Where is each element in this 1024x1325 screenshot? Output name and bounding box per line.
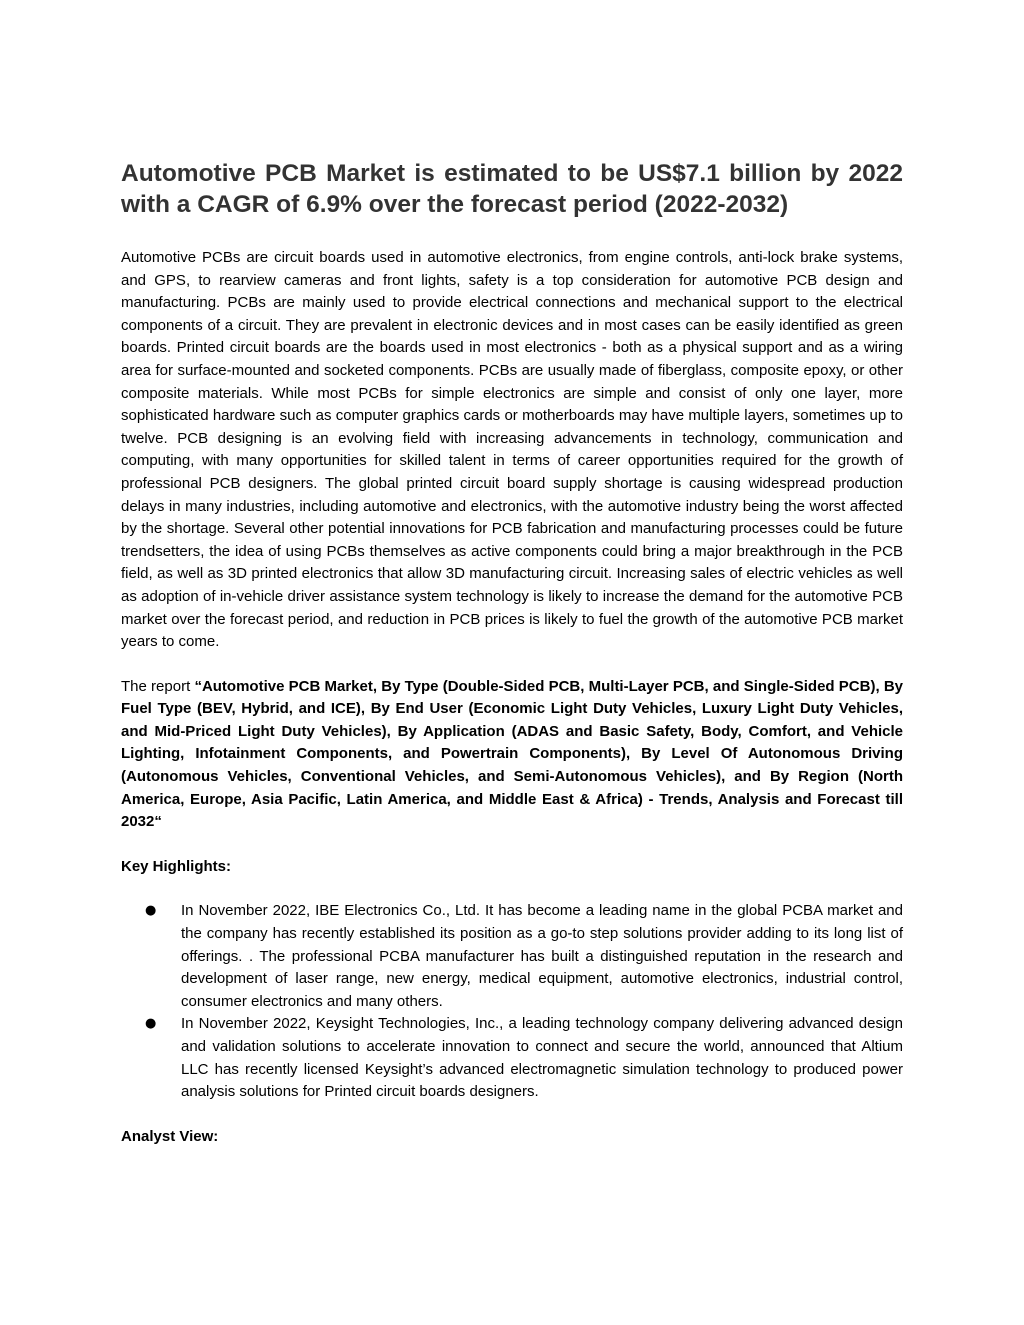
document-page xyxy=(121,158,903,1170)
key-highlights-heading: Key Highlights: xyxy=(121,857,232,875)
bullet-icon: ● xyxy=(145,1016,157,1032)
list-item xyxy=(121,1013,903,1103)
bullet-icon: ● xyxy=(145,903,157,919)
analyst-view-heading: Analyst View: xyxy=(121,1127,219,1145)
key-highlights-list xyxy=(121,900,903,1103)
report-paragraph xyxy=(121,676,903,834)
report-prefix: The report xyxy=(121,677,195,695)
list-item xyxy=(121,900,903,1013)
list-item-text: In November 2022, Keysight Technologies, Inc., a leading technology company delivering advanced design and validation solutions to accelerate innovation to connect and secure the world, announced that Altium LLC has recently licensed Keysight’s advanced electromagnetic simulation technology to produced power analysis solutions for Printed circuit boards designers. xyxy=(181,1015,903,1101)
list-item-text: In November 2022, IBE Electronics Co., Ltd. It has become a leading name in the global PCBA market and the company has recently established its position as a go-to step solutions provider adding to its long list of offerings. . The professional PCBA manufacturer has built a distinguished reputation in the research and development of laser range, new energy, medical equipment, automotive electronics, industrial control, consumer electronics and many others. xyxy=(181,902,903,1010)
report-title: “Automotive PCB Market, By Type (Double-Sided PCB, Multi-Layer PCB, and Single-Sided PCB), By Fuel Type (BEV, Hybrid, and ICE), By End User (Economic Light Duty Vehicles, Luxury Light Duty Vehicles, and Mid-Priced Light Duty Vehicles), By Application (ADAS and Basic Safety, Body, Comfort, and Vehicle Lighting, Infotainment Components, and Powertrain Components), By Level Of Autonomous Driving (Autonomous Vehicles, Conventional Vehicles, and Semi-Autonomous Vehicles), and By Region (North America, Europe, Asia Pacific, Latin America, and Middle East & Africa) - Trends, Analysis and Forecast till 2032“ xyxy=(121,677,903,831)
page-title: Automotive PCB Market is estimated to be US$7.1 billion by 2022 with a CAGR of 6.9% over the forecast period (2022-2032) xyxy=(121,160,903,218)
intro-paragraph: Automotive PCBs are circuit boards used in automotive electronics, from engine controls, anti-lock brake systems, and GPS, to rearview cameras and front lights, safety is a top consideration for automotive PCB design and manufacturing. PCBs are mainly used to provide electrical connections and mechanical support to the electrical components of a circuit. They are prevalent in electronic devices and in most cases can be easily identified as green boards. Printed circuit boards are the boards used in most electronics - both as a physical support and as a wiring area for surface-mounted and socketed components. PCBs are usually made of fiberglass, composite epoxy, or other composite materials. While most PCBs for simple electronics are simple and consist of only one layer, more sophisticated hardware such as computer graphics cards or motherboards may have multiple layers, sometimes up to twelve. PCB designing is an evolving field with increasing advancements in technology, communication and computing, with many opportunities for skilled talent in terms of career opportunities required for the growth of professional PCB designers. The global printed circuit board supply shortage is causing widespread production delays in many industries, including automotive and electronics, with the automotive industry being the worst affected by the shortage. Several other potential innovations for PCB fabrication and manufacturing processes could be future trendsetters, the idea of using PCBs themselves as active components could bring a major breakthrough in the PCB field, as well as 3D printed electronics that allow 3D manufacturing circuit. Increasing sales of electric vehicles as well as adoption of in-vehicle driver assistance system technology is likely to increase the demand for the automotive PCB market over the forecast period, and reduction in PCB prices is likely to fuel the growth of the automotive PCB market years to come. xyxy=(121,249,903,651)
